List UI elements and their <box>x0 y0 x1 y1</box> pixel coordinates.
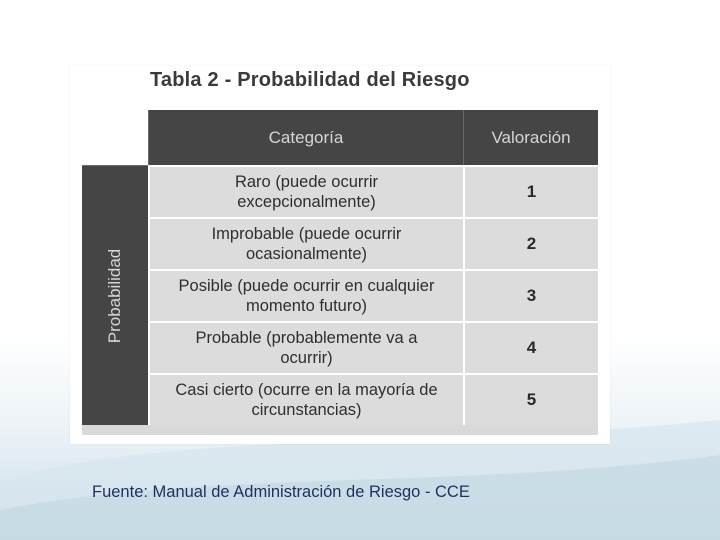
table-title: Tabla 2 - Probabilidad del Riesgo <box>150 69 470 91</box>
category-cell: Casi cierto (ocurre en la mayoría de circunstancias) <box>148 373 463 425</box>
category-cell: Improbable (puede ocurrir ocasionalmente) <box>148 217 463 269</box>
rating-cell: 4 <box>463 321 598 373</box>
rating-cell: 5 <box>463 373 598 425</box>
header-rating: Valoración <box>463 110 598 165</box>
rating-cell: 3 <box>463 269 598 321</box>
probability-table <box>82 110 598 435</box>
side-label-probability <box>82 165 148 425</box>
header-category: Categoría <box>148 110 463 165</box>
source-caption: Fuente: Manual de Administración de Riesgo - CCE <box>92 483 470 501</box>
category-cell: Posible (puede ocurrir en cualquier momento futuro) <box>148 269 463 321</box>
side-label-text: Probabilidad <box>105 248 124 343</box>
category-cell: Raro (puede ocurrir excepcionalmente) <box>148 165 463 217</box>
table-corner <box>82 110 148 165</box>
rating-cell: 1 <box>463 165 598 217</box>
rating-cell: 2 <box>463 217 598 269</box>
category-cell: Probable (probablemente va a ocurrir) <box>148 321 463 373</box>
probability-table-image <box>70 66 610 444</box>
